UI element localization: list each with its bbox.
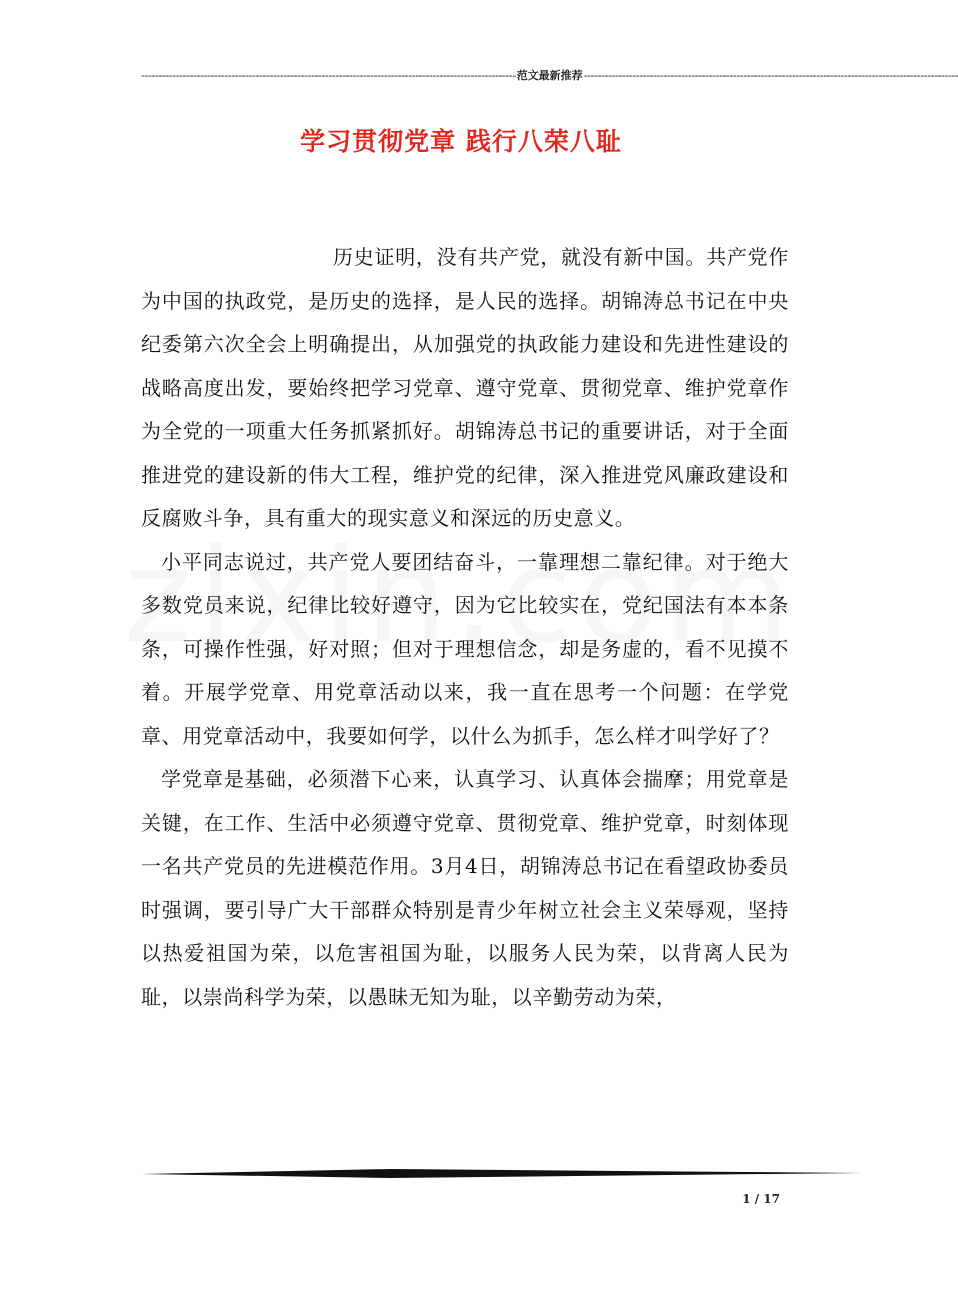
document-body <box>141 236 789 1019</box>
document-title: 学习贯彻党章 践行八荣八耻 <box>300 127 622 156</box>
page-header <box>141 68 958 84</box>
paragraph: 学党章是基础，必须潜下心来，认真学习、认真体会揣摩；用党章是关键，在工作、生活中必须遵守党章、贯彻党章、维护党章，时刻体现一名共产党员的先进模范作用。3月4日，胡锦涛总书记在看望政协委员时强调，要引导广大干部群众特别是青少年树立社会主义荣辱观，坚持以热爱祖国为荣，以危害祖国为耻，以服务人民为荣，以背离人民为耻，以崇尚科学为荣，以愚昧无知为耻，以辛勤劳动为荣， <box>141 767 789 1009</box>
footer-rule <box>141 1167 863 1181</box>
paragraph: 历史证明，没有共产党，就没有新中国。共产党作为中国的执政党，是历史的选择，是人民的选择。胡锦涛总书记在中央纪委第六次全会上明确提出，从加强党的执政能力建设和先进性建设的战略高度出发，要始终把学习党章、遵守党章、贯彻党章、维护党章作为全党的一项重大任务抓紧抓好。胡锦涛总书记的重要讲话，对于全面推进党的建设新的伟大工程，维护党的纪律，深入推进党风廉政建设和反腐败斗争，具有重大的现实意义和深远的历史意义。 <box>141 245 789 530</box>
page-number: 1 / 17 <box>742 1192 780 1206</box>
header-dashes-left: ------------------------------------------------------------------------------------------------------------ <box>141 69 516 82</box>
paragraph: 小平同志说过，共产党人要团结奋斗，一靠理想二靠纪律。对于绝大多数党员来说，纪律比较好遵守，因为它比较实在，党纪国法有本本条条，可操作性强，好对照；但对于理想信念，却是务虚的，看不见摸不着。开展学党章、用党章活动以来，我一直在思考一个问题：在学党章、用党章活动中，我要如何学，以什么为抓手，怎么样才叫学好了？ <box>141 549 789 748</box>
header-dashes-right: ------------------------------------------------------------------------------------------------------------ <box>583 69 958 82</box>
header-label: 范文最新推荐 <box>516 69 583 82</box>
